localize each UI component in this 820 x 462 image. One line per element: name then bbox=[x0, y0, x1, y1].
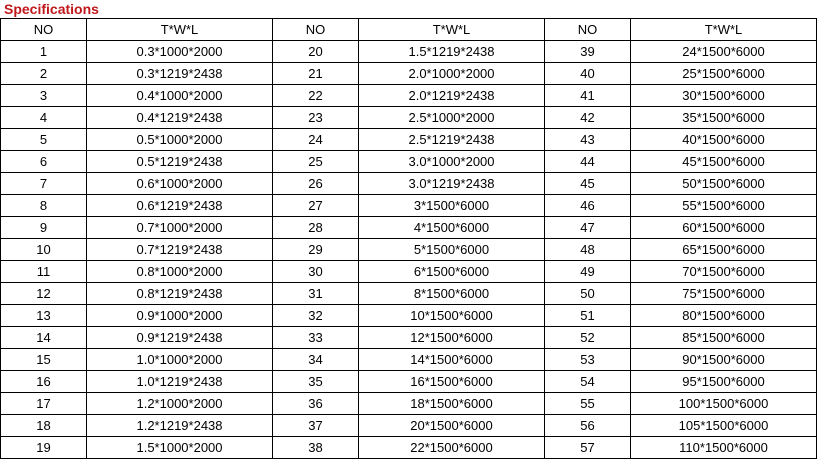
table-row bbox=[1, 393, 817, 415]
cell-no: 32 bbox=[273, 305, 359, 327]
spec-table bbox=[0, 18, 817, 459]
cell-twl: 22*1500*6000 bbox=[359, 437, 545, 459]
table-row bbox=[1, 371, 817, 393]
cell-twl: 45*1500*6000 bbox=[631, 151, 817, 173]
cell-twl: 1.2*1000*2000 bbox=[87, 393, 273, 415]
cell-twl: 3.0*1000*2000 bbox=[359, 151, 545, 173]
cell-no: 43 bbox=[545, 129, 631, 151]
cell-no: 3 bbox=[1, 85, 87, 107]
cell-twl: 95*1500*6000 bbox=[631, 371, 817, 393]
table-row bbox=[1, 239, 817, 261]
cell-twl: 20*1500*6000 bbox=[359, 415, 545, 437]
cell-no: 22 bbox=[273, 85, 359, 107]
cell-no: 29 bbox=[273, 239, 359, 261]
cell-no: 51 bbox=[545, 305, 631, 327]
cell-no: 44 bbox=[545, 151, 631, 173]
table-row bbox=[1, 195, 817, 217]
cell-no: 9 bbox=[1, 217, 87, 239]
cell-no: 12 bbox=[1, 283, 87, 305]
table-row bbox=[1, 173, 817, 195]
cell-twl: 1.0*1219*2438 bbox=[87, 371, 273, 393]
cell-twl: 14*1500*6000 bbox=[359, 349, 545, 371]
cell-no: 48 bbox=[545, 239, 631, 261]
cell-no: 24 bbox=[273, 129, 359, 151]
cell-no: 15 bbox=[1, 349, 87, 371]
cell-no: 45 bbox=[545, 173, 631, 195]
cell-no: 42 bbox=[545, 107, 631, 129]
cell-no: 10 bbox=[1, 239, 87, 261]
cell-twl: 0.8*1000*2000 bbox=[87, 261, 273, 283]
cell-no: 40 bbox=[545, 63, 631, 85]
cell-no: 27 bbox=[273, 195, 359, 217]
header-twl-1: T*W*L bbox=[87, 19, 273, 41]
cell-twl: 70*1500*6000 bbox=[631, 261, 817, 283]
cell-twl: 65*1500*6000 bbox=[631, 239, 817, 261]
header-twl-3: T*W*L bbox=[631, 19, 817, 41]
cell-twl: 0.4*1000*2000 bbox=[87, 85, 273, 107]
cell-no: 13 bbox=[1, 305, 87, 327]
cell-no: 26 bbox=[273, 173, 359, 195]
cell-no: 16 bbox=[1, 371, 87, 393]
cell-no: 1 bbox=[1, 41, 87, 63]
cell-twl: 0.7*1219*2438 bbox=[87, 239, 273, 261]
cell-twl: 0.3*1219*2438 bbox=[87, 63, 273, 85]
header-twl-2: T*W*L bbox=[359, 19, 545, 41]
cell-twl: 30*1500*6000 bbox=[631, 85, 817, 107]
table-row bbox=[1, 261, 817, 283]
table-row bbox=[1, 217, 817, 239]
cell-no: 2 bbox=[1, 63, 87, 85]
cell-twl: 0.6*1000*2000 bbox=[87, 173, 273, 195]
cell-no: 19 bbox=[1, 437, 87, 459]
cell-twl: 24*1500*6000 bbox=[631, 41, 817, 63]
cell-twl: 0.6*1219*2438 bbox=[87, 195, 273, 217]
cell-twl: 0.5*1000*2000 bbox=[87, 129, 273, 151]
table-row bbox=[1, 63, 817, 85]
cell-no: 46 bbox=[545, 195, 631, 217]
spec-table-body bbox=[1, 41, 817, 459]
cell-no: 35 bbox=[273, 371, 359, 393]
table-row bbox=[1, 283, 817, 305]
header-no-3: NO bbox=[545, 19, 631, 41]
cell-twl: 100*1500*6000 bbox=[631, 393, 817, 415]
cell-no: 18 bbox=[1, 415, 87, 437]
cell-no: 55 bbox=[545, 393, 631, 415]
cell-twl: 2.5*1000*2000 bbox=[359, 107, 545, 129]
cell-twl: 55*1500*6000 bbox=[631, 195, 817, 217]
cell-twl: 3*1500*6000 bbox=[359, 195, 545, 217]
cell-twl: 4*1500*6000 bbox=[359, 217, 545, 239]
table-row bbox=[1, 107, 817, 129]
cell-twl: 0.4*1219*2438 bbox=[87, 107, 273, 129]
cell-no: 41 bbox=[545, 85, 631, 107]
cell-no: 39 bbox=[545, 41, 631, 63]
cell-twl: 10*1500*6000 bbox=[359, 305, 545, 327]
cell-no: 47 bbox=[545, 217, 631, 239]
cell-twl: 2.5*1219*2438 bbox=[359, 129, 545, 151]
cell-twl: 8*1500*6000 bbox=[359, 283, 545, 305]
cell-no: 52 bbox=[545, 327, 631, 349]
cell-twl: 50*1500*6000 bbox=[631, 173, 817, 195]
header-row bbox=[1, 19, 817, 41]
cell-no: 8 bbox=[1, 195, 87, 217]
cell-twl: 2.0*1219*2438 bbox=[359, 85, 545, 107]
table-row bbox=[1, 85, 817, 107]
cell-no: 17 bbox=[1, 393, 87, 415]
cell-twl: 0.5*1219*2438 bbox=[87, 151, 273, 173]
cell-twl: 6*1500*6000 bbox=[359, 261, 545, 283]
cell-twl: 0.9*1219*2438 bbox=[87, 327, 273, 349]
table-row bbox=[1, 437, 817, 459]
table-row bbox=[1, 327, 817, 349]
table-row bbox=[1, 415, 817, 437]
cell-twl: 80*1500*6000 bbox=[631, 305, 817, 327]
cell-twl: 2.0*1000*2000 bbox=[359, 63, 545, 85]
header-no-2: NO bbox=[273, 19, 359, 41]
cell-twl: 75*1500*6000 bbox=[631, 283, 817, 305]
cell-no: 4 bbox=[1, 107, 87, 129]
cell-no: 57 bbox=[545, 437, 631, 459]
cell-twl: 1.5*1000*2000 bbox=[87, 437, 273, 459]
cell-no: 7 bbox=[1, 173, 87, 195]
cell-twl: 18*1500*6000 bbox=[359, 393, 545, 415]
table-row bbox=[1, 151, 817, 173]
cell-twl: 105*1500*6000 bbox=[631, 415, 817, 437]
cell-no: 14 bbox=[1, 327, 87, 349]
cell-twl: 0.3*1000*2000 bbox=[87, 41, 273, 63]
cell-twl: 90*1500*6000 bbox=[631, 349, 817, 371]
cell-no: 25 bbox=[273, 151, 359, 173]
cell-twl: 0.9*1000*2000 bbox=[87, 305, 273, 327]
cell-no: 56 bbox=[545, 415, 631, 437]
cell-twl: 40*1500*6000 bbox=[631, 129, 817, 151]
table-row bbox=[1, 349, 817, 371]
cell-no: 30 bbox=[273, 261, 359, 283]
table-row bbox=[1, 305, 817, 327]
cell-twl: 60*1500*6000 bbox=[631, 217, 817, 239]
table-row bbox=[1, 41, 817, 63]
header-no-1: NO bbox=[1, 19, 87, 41]
page-title: Specifications bbox=[4, 1, 99, 17]
cell-no: 5 bbox=[1, 129, 87, 151]
cell-twl: 3.0*1219*2438 bbox=[359, 173, 545, 195]
cell-no: 28 bbox=[273, 217, 359, 239]
cell-no: 11 bbox=[1, 261, 87, 283]
cell-twl: 16*1500*6000 bbox=[359, 371, 545, 393]
cell-no: 33 bbox=[273, 327, 359, 349]
cell-no: 6 bbox=[1, 151, 87, 173]
cell-no: 37 bbox=[273, 415, 359, 437]
cell-no: 31 bbox=[273, 283, 359, 305]
cell-no: 21 bbox=[273, 63, 359, 85]
cell-no: 34 bbox=[273, 349, 359, 371]
cell-twl: 85*1500*6000 bbox=[631, 327, 817, 349]
cell-twl: 1.0*1000*2000 bbox=[87, 349, 273, 371]
cell-no: 53 bbox=[545, 349, 631, 371]
cell-twl: 1.2*1219*2438 bbox=[87, 415, 273, 437]
cell-no: 23 bbox=[273, 107, 359, 129]
cell-no: 54 bbox=[545, 371, 631, 393]
cell-no: 20 bbox=[273, 41, 359, 63]
cell-no: 38 bbox=[273, 437, 359, 459]
cell-twl: 12*1500*6000 bbox=[359, 327, 545, 349]
cell-twl: 0.8*1219*2438 bbox=[87, 283, 273, 305]
cell-no: 49 bbox=[545, 261, 631, 283]
table-row bbox=[1, 129, 817, 151]
cell-twl: 35*1500*6000 bbox=[631, 107, 817, 129]
cell-twl: 5*1500*6000 bbox=[359, 239, 545, 261]
cell-twl: 1.5*1219*2438 bbox=[359, 41, 545, 63]
cell-no: 36 bbox=[273, 393, 359, 415]
cell-no: 50 bbox=[545, 283, 631, 305]
cell-twl: 0.7*1000*2000 bbox=[87, 217, 273, 239]
cell-twl: 110*1500*6000 bbox=[631, 437, 817, 459]
cell-twl: 25*1500*6000 bbox=[631, 63, 817, 85]
